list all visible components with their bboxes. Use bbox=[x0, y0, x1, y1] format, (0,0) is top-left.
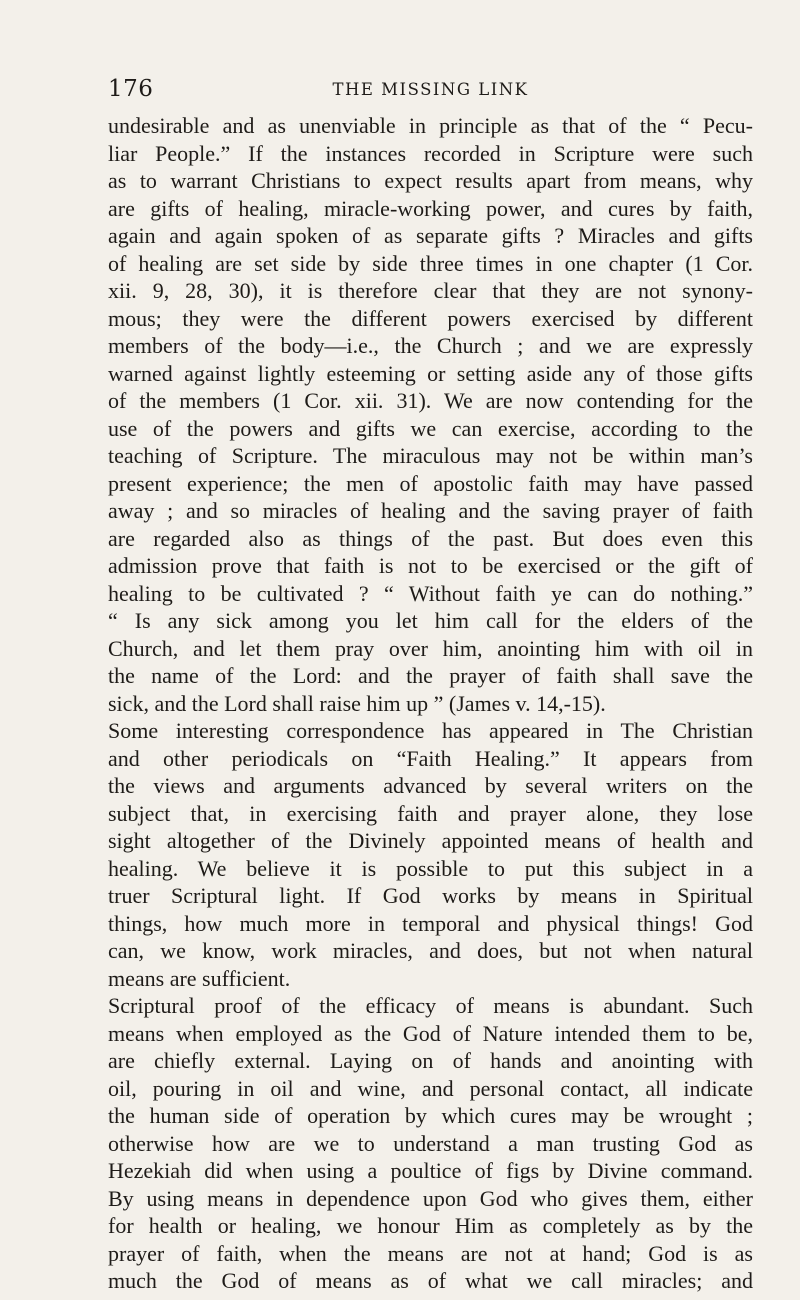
text-line: Church, and let them pray over him, anointing him with oil in bbox=[108, 635, 753, 661]
text-line: are chiefly external. Laying on of hands and anointing with bbox=[108, 1048, 753, 1073]
text-line: means when employed as the God of Nature intended them to be, bbox=[108, 1020, 753, 1046]
text-line: the human side of operation by which cures may be wrought ; bbox=[108, 1103, 753, 1128]
text-line: warned against lightly esteeming or setting aside any of those gifts bbox=[108, 360, 753, 386]
text-line: are regarded also as things of the past. But does even this bbox=[108, 525, 753, 551]
text-line: undesirable and as unenviable in principle as that of the “ Pecu- bbox=[108, 113, 753, 138]
text-line: “ Is any sick among you let him call for the elders of the bbox=[108, 608, 753, 633]
text-line: By using means in dependence upon God who gives them, either bbox=[108, 1185, 753, 1211]
text-line: xii. 9, 28, 30), it is therefore clear that they are not synony- bbox=[108, 278, 753, 303]
text-line: admission prove that faith is not to be exercised or the gift of bbox=[108, 553, 753, 578]
text-line: of healing are set side by side three times in one chapter (1 Cor. bbox=[108, 250, 753, 276]
text-line: mous; they were the different powers exercised by different bbox=[108, 305, 753, 331]
text-line: means are sufficient. bbox=[108, 965, 291, 991]
body-text bbox=[108, 112, 753, 1295]
text-line: Scriptural proof of the efficacy of means is abundant. Such bbox=[108, 993, 753, 1018]
text-line: teaching of Scripture. The miraculous may not be within man’s bbox=[108, 443, 753, 468]
text-line: liar People.” If the instances recorded in Scripture were such bbox=[108, 140, 753, 166]
text-line: and other periodicals on “Faith Healing.” It appears from bbox=[108, 745, 753, 771]
text-line: healing. We believe it is possible to put this subject in a bbox=[108, 855, 753, 881]
text-line: the name of the Lord: and the prayer of faith shall save the bbox=[108, 663, 753, 688]
text-line: healing to be cultivated ? “ Without faith ye can do nothing.” bbox=[108, 580, 753, 606]
text-line: Hezekiah did when using a poultice of figs by Divine command. bbox=[108, 1158, 753, 1183]
running-head bbox=[108, 76, 753, 102]
text-line: things, how much more in temporal and physical things! God bbox=[108, 910, 753, 936]
text-line: the views and arguments advanced by several writers on the bbox=[108, 773, 753, 798]
text-line: of the members (1 Cor. xii. 31). We are now contending for the bbox=[108, 388, 753, 413]
text-line: as to warrant Christians to expect results apart from means, why bbox=[108, 168, 753, 193]
text-line: away ; and so miracles of healing and the saving prayer of faith bbox=[108, 498, 753, 523]
page-number: 176 bbox=[108, 76, 154, 102]
text-line: prayer of faith, when the means are not at hand; God is as bbox=[108, 1240, 753, 1266]
text-line: much the God of means as of what we call miracles; and bbox=[108, 1268, 753, 1293]
text-line: members of the body—i.e., the Church ; and we are expressly bbox=[108, 333, 753, 358]
text-line: subject that, in exercising faith and prayer alone, they lose bbox=[108, 800, 753, 826]
text-line: sick, and the Lord shall raise him up ” (James v. 14,-15). bbox=[108, 690, 606, 716]
text-line: can, we know, work miracles, and does, but not when natural bbox=[108, 938, 753, 963]
text-line: for health or healing, we honour Him as completely as by the bbox=[108, 1213, 753, 1238]
text-line: truer Scriptural light. If God works by means in Spiritual bbox=[108, 883, 753, 908]
text-line: again and again spoken of as separate gifts ? Miracles and gifts bbox=[108, 223, 753, 248]
text-line: are gifts of healing, miracle-working power, and cures by faith, bbox=[108, 195, 753, 221]
text-line: oil, pouring in oil and wine, and personal contact, all indicate bbox=[108, 1075, 753, 1101]
text-line: Some interesting correspondence has appeared in The Christian bbox=[108, 718, 753, 743]
text-line: use of the powers and gifts we can exercise, according to the bbox=[108, 415, 753, 441]
text-line: otherwise how are we to understand a man trusting God as bbox=[108, 1130, 753, 1156]
running-title: THE MISSING LINK bbox=[332, 80, 529, 99]
text-line: sight altogether of the Divinely appointed means of health and bbox=[108, 828, 753, 853]
text-line: present experience; the men of apostolic faith may have passed bbox=[108, 470, 753, 496]
